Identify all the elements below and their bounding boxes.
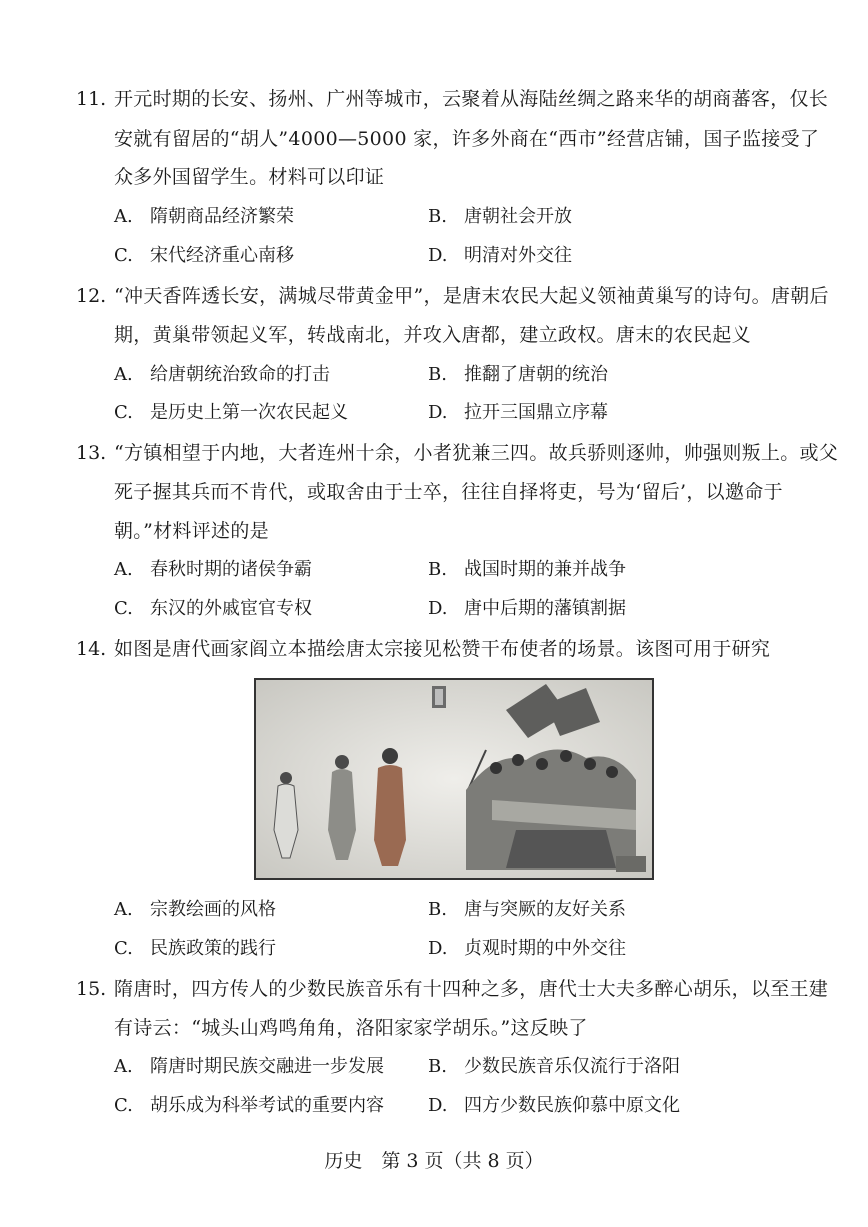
question-14-line-1: 如图是唐代画家阎立本描绘唐太宗接见松赞干布使者的场景。该图可用于研究 [114, 638, 771, 660]
question-13-line-1: “方镇相望于内地，大者连州十余，小者犹兼三四。故兵骄则逐帅，帅强则叛上。或父 [114, 442, 839, 464]
painting-illustration [254, 678, 654, 880]
question-12-option-b[interactable]: B. 推翻了唐朝的统治 [428, 364, 608, 385]
question-14-option-c[interactable]: C. 民族政策的践行 [114, 938, 276, 959]
question-12-line-2: 期，黄巢带领起义军，转战南北，并攻入唐都，建立政权。唐末的农民起义 [114, 324, 751, 346]
question-11-option-c[interactable]: C. 宋代经济重心南移 [114, 245, 294, 266]
question-15-line-1: 隋唐时，四方传人的少数民族音乐有十四种之多，唐代士大夫多醉心胡乐，以至王建 [114, 978, 829, 1000]
question-12-option-a[interactable]: A. 给唐朝统治致命的打击 [114, 364, 330, 385]
page-footer: 历史 第 3 页（共 8 页） [324, 1150, 544, 1172]
question-11-option-a[interactable]: A. 隋朝商品经济繁荣 [114, 206, 294, 227]
question-12-option-d[interactable]: D. 拉开三国鼎立序幕 [428, 402, 608, 423]
question-11-option-b[interactable]: B. 唐朝社会开放 [428, 206, 572, 227]
question-11-line-2: 安就有留居的“胡人”4000—5000 家，许多外商在“西市”经营店铺，国子监接受了 [114, 128, 820, 150]
question-11-number: 11. [76, 88, 107, 110]
question-13-line-2: 死子握其兵而不肯代，或取舍由于士卒，往往自择将吏，号为‘留后’，以邀命于 [114, 481, 783, 503]
question-13-option-a[interactable]: A. 春秋时期的诸侯争霸 [114, 559, 312, 580]
question-13-line-3: 朝。”材料评述的是 [114, 520, 269, 542]
question-12-line-1: “冲天香阵透长安，满城尽带黄金甲”，是唐末农民大起义领袖黄巢写的诗句。唐朝后 [114, 285, 829, 307]
question-15-option-a[interactable]: A. 隋唐时期民族交融进一步发展 [114, 1056, 384, 1077]
question-12-number: 12. [76, 285, 107, 307]
question-15-option-d[interactable]: D. 四方少数民族仰慕中原文化 [428, 1095, 680, 1116]
question-14-option-d[interactable]: D. 贞观时期的中外交往 [428, 938, 626, 959]
question-11-option-d[interactable]: D. 明清对外交往 [428, 245, 572, 266]
question-12-option-c[interactable]: C. 是历史上第一次农民起义 [114, 402, 348, 423]
question-13-option-d[interactable]: D. 唐中后期的藩镇割据 [428, 598, 626, 619]
question-15-number: 15. [76, 978, 107, 1000]
question-11-line-1: 开元时期的长安、扬州、广州等城市，云聚着从海陆丝绸之路来华的胡商蕃客，仅长 [114, 88, 829, 110]
question-15-option-c[interactable]: C. 胡乐成为科举考试的重要内容 [114, 1095, 384, 1116]
question-15-line-2: 有诗云：“城头山鸡鸣角角，洛阳家家学胡乐。”这反映了 [114, 1017, 588, 1039]
question-15-option-b[interactable]: B. 少数民族音乐仅流行于洛阳 [428, 1056, 680, 1077]
question-13-number: 13. [76, 442, 107, 464]
question-11-line-3: 众多外国留学生。材料可以印证 [114, 166, 385, 188]
question-14-option-b[interactable]: B. 唐与突厥的友好关系 [428, 899, 626, 920]
question-14-number: 14. [76, 638, 107, 660]
question-14-option-a[interactable]: A. 宗教绘画的风格 [114, 899, 276, 920]
question-13-option-c[interactable]: C. 东汉的外戚宦官专权 [114, 598, 312, 619]
painting-image [256, 680, 652, 878]
question-13-option-b[interactable]: B. 战国时期的兼并战争 [428, 559, 626, 580]
